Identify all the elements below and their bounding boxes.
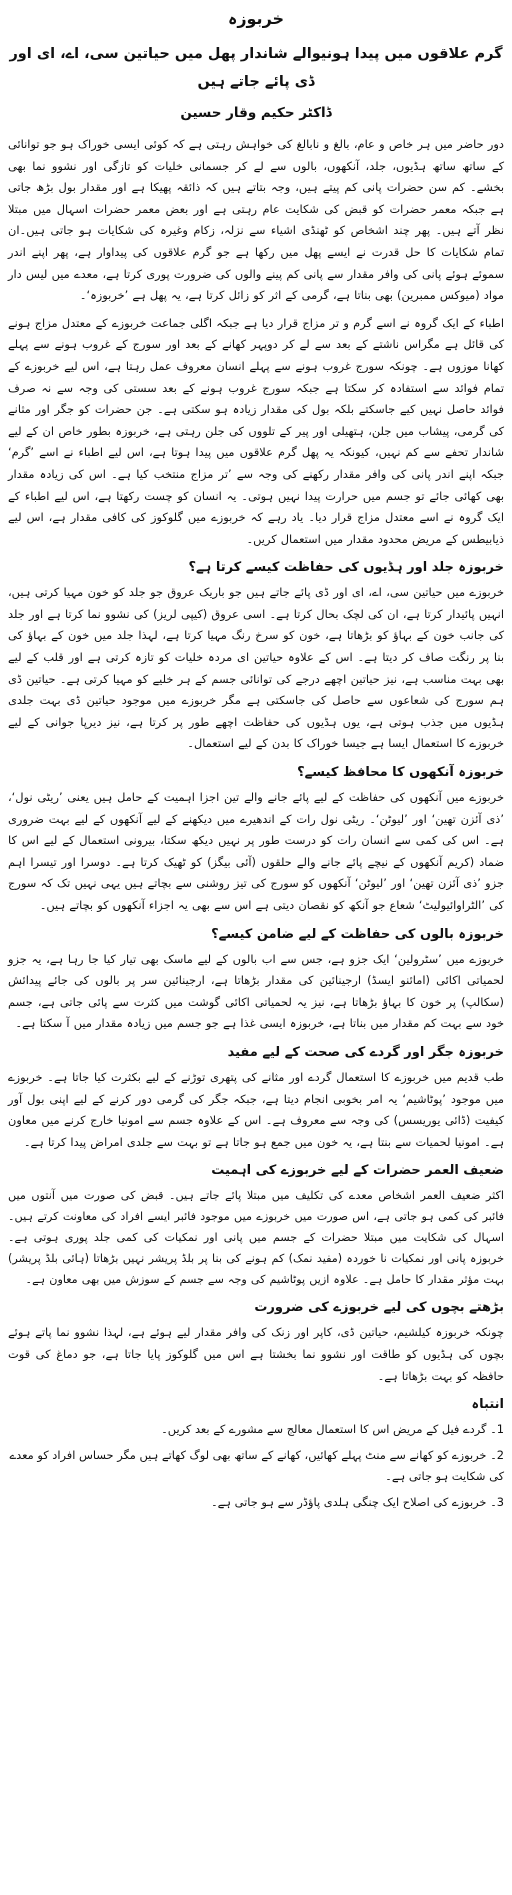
section-skin-bones xyxy=(8,556,504,755)
section-eyes xyxy=(8,761,504,917)
section-body: اکثر ضعیف العمر اشخاص معدے کی تکلیف میں مبتلا پائے جاتے ہیں۔ قبض کی صورت میں آنتوں میں فائبر کی کمی ہو جاتی ہے، اس صورت میں خربوزے میں موجود فائبر ایسے افراد کی معاونت کرتے ہیں۔ اسہال کی شکایت میں مبتلا حضرات کے جسم میں پانی اور نمکیات کی کمی جلد پوری ہوتی ہے۔ خربوزہ پانی اور نمکیات نا خوردہ (مفید نمک) کم ہونے کی بنا پر بلڈ پریشر نہیں بڑھاتا (ہائی بلڈ پریشر) بہت مؤثر مقدار کا حامل ہے۔ علاوہ ازیں پوٹاشیم کی وجہ سے جسم کے سوزش میں بھی معاون ہے۔ xyxy=(8,1189,504,1287)
section-body: خربوزے میں آنکھوں کی حفاظت کے لیے پائے جانے والے تین اجزا اہمیت کے حامل ہیں یعنی ’ریٹی نول‘، ’ذی آئزن تھین‘ اور ’لیوٹن‘۔ ریٹی نول رات کے اندھیرے میں دیکھنے کے لیے آنکھوں کے لیے بہت ضروری ہے۔ اس کی کمی سے انسان رات کو درست طور پر نہیں دیکھ سکتا، بیرونی استعمال کے لیے اس کا ضماد (کریم آنکھوں کے نیچے پائے جانے والے حلقوں (آئی بیگز) کو ٹھیک کرتا ہے۔ دوسرا اور تیسرا اہم جزو ’ذی آئزن تھین‘ اور ’لیوٹن‘ آنکھوں کو سورج کی تیز روشنی سے بچاتے ہیں یہی نہیں تک کہ سورج کی ’الٹراوائیولیٹ‘ شعاع جو آنکھ کو نقصان دیتی ہے اس سے بھی یہ اجزاء آنکھوں کو بچاتے ہیں۔ xyxy=(8,790,504,912)
section-heading: خربوزہ بالوں کی حفاظت کے لیے ضامن کیسے؟ xyxy=(211,926,504,942)
section-body: خربوزے میں ’سٹرولین‘ ایک جزو ہے، جس سے اب بالوں کے لیے ماسک بھی تیار کیا جا رہا ہے، یہ جزو لحمیاتی اکائی (امائنو ایسڈ) ارجینائین کی مقدار بڑھاتا ہے، ارجینائین سر پر بالوں کی جائے پیدائش (سکالپ) پر خون کا بہاؤ بڑھاتا ہے، نیز یہ لحمیاتی اکائی گوشت میں کثرت سے پائی جاتی ہے، جسم خود سے بہت کم مقدار میں بناتا ہے، خربوزہ ایسی غذا ہے جو جسم میں زیادہ مقدار میں آ سکتا ہے۔ xyxy=(8,951,504,1031)
warning-item: 1۔ گردے فیل کے مریض اس کا استعمال معالج سے مشورے کے بعد کریں۔ xyxy=(161,1422,504,1437)
intro-paragraph: اطباء کے ایک گروہ نے اسے گرم و تر مزاج قرار دیا ہے جبکہ اگلی جماعت خربوزے کے معتدل مزاج ہونے کی قائل ہے مگراس ناشتے کے بعد سے لے کر دوپہر کھانے کے بعد اور سورج کے غروب ہونے سے پہلے کھانا موزوں ہے۔ چونکہ سورج غروب ہونے سے پہلے انسان معروف عمل رہتا ہے، اس لیے خربوزے کے تمام فوائد سے استفادہ کر سکتا ہے جبکہ سورج غروب ہونے کے بعد سستی کی وجہ سے نہ صرف فوائد حاصل نہیں کیے جاسکتے بلکہ بول کی مقدار زیادہ ہو سکتی ہے۔ جن حضرات کو جگر اور مثانے کی گرمی، پیشاب میں جلن، ہتھیلی اور پیر کے تلووں کی جلن رہتی ہے، خربوزہ بطور خاص ان کے لیے شاندار تحفے سے کم نہیں، کیونکہ یہ پھل گرم علاقوں میں پیدا ہوتا ہے، اس لیے اطباء نے اسے ’گرم‘ جبکہ اپنے اندر پانی کی وافر مقدار رکھنے کی وجہ سے ’تر مزاج منتخب کیا ہے۔ اس کی زیادہ مقدار بھی کھائی جائے تو جسم میں حرارت پیدا نہیں ہوتی۔ یہ انسان کو چست رکھتا ہے، اس لیے اطباء کے ایک گروہ نے اسے معتدل مزاج قرار دیا۔ یاد رہے کہ خربوزے میں گلوکوز کی کافی مقدار ہے، اس لیے ذیابیطس کے مریض محدود مقدار میں استعمال کریں۔ xyxy=(8,315,504,546)
section-hair xyxy=(8,923,504,1035)
section-elderly xyxy=(8,1159,504,1290)
section-heading: خربوزہ جلد اور ہڈیوں کی حفاظت کیسے کرتا ہے؟ xyxy=(188,560,504,576)
section-body: چونکہ خربوزہ کیلشیم، حیاتین ڈی، کاپر اور زنک کی وافر مقدار لیے ہوئے ہے، لہذا نشوو نما پاتے ہوئے بچوں کی ہڈیوں کو طاقت اور نشوو نما بخشتا ہے اس میں گلوکوز پایا جاتا ہے، جو دماغ کی قوت حافظہ کو بہت بڑھاتا ہے۔ xyxy=(8,1325,504,1383)
section-heading: خربوزہ جگر اور گردے کی صحت کے لیے مفید xyxy=(227,1044,504,1060)
section-body: طب قدیم میں خربوزے کا استعمال گردے اور مثانے کی پتھری توڑنے کے لیے بکثرت کیا جاتا ہے۔ خربوزے میں موجود ’پوٹاشیم‘ یہ امر بخوبی انجام دیتا ہے، جبکہ جگر کی گرمی دور کرنے کے لیے اپنی بول آور کیفیت (ڈائی یوریسس) کی وجہ سے معروف ہے۔ اس کے علاوہ جسم سے امونیا خارج کرنے میں معاون ہے۔ امونیا لحمیات سے بنتا ہے، یہ خون میں جمع ہو جاتا ہے تو بہت سے جلدی امراض پیدا کرتا ہے۔ xyxy=(8,1069,504,1149)
section-liver-kidney xyxy=(8,1041,504,1153)
section-children xyxy=(8,1296,504,1387)
article-author: ڈاکٹر حکیم وقار حسین xyxy=(180,105,332,121)
intro-paragraph: دور حاضر میں ہر خاص و عام، بالغ و نابالغ کی خواہش رہتی ہے کہ کوئی ایسی خوراک ہو جو توانائی کے ساتھ ساتھ ہڈیوں، جلد، آنکھوں، بالوں سے لے کر جسمانی خلیات کو تازگی اور نشوو نما بھی بخشے۔ کم سن حضرات پانی کم پیتے ہیں، وجہ بتاتے ہیں کہ ذائقہ پھیکا ہے اور مقدار بول بڑھ جاتی ہے جبکہ معمر حضرات کو قبض کی شکایت عام رہتی ہے اور بعض معمر حضرات اسہال میں مبتلا نظر آتے ہیں۔ پھر چند اشخاص کو ٹھنڈی اشیاء سے نزلہ، زکام وغیرہ کی شکایات ہو جاتی ہیں۔ان تمام شکایات کا حل قدرت نے ایسے پھل میں رکھا ہے جو گرم علاقوں کی پیداوار ہے، پھر اپنے اندر سموئے ہوئے پانی کی وافر مقدار سے پانی کم پینے والوں کی ضرورت پوری کرتا ہے، معدے میں لیس دار مواد (میوکس ممبرین) بھی بناتا ہے، گرمی کے اثر کو زائل کرتا ہے، یہ پھل ہے ’خربوزہ‘۔ xyxy=(8,137,504,303)
section-body: خربوزے میں حیاتین سی، اے، ای اور ڈی پائے جاتے ہیں جو باریک عروق جو جلد کو خون مہیا کرتی ہیں، انہیں پائیدار کرتا ہے، ان کی لچک بحال کرتا ہے۔ اسی عروق (کیپی لریز) کی نشوو نما کرتا ہے اور جلد کی جانب خون کے بہاؤ کو بڑھاتا ہے، خون کو سرخ رنگ مہیا کرتا ہے، لہذا جلد میں خون کے بہاؤ کی بنا پر رنگت صاف کر دیتا ہے۔ اس کے علاوہ حیاتین ای مردہ خلیات کو تازہ کرتی ہے اور قلب کے لیے بھی بہت مناسب ہے، نیز حیاتین اچھے درجے کی توانائی جسم کے ہر خلیے کو مہیا کرتی ہے۔ حیاتین ڈی ہم سورج کی شعاعوں سے حاصل کی جاسکتی ہے مگر خربوزے میں موجود حیاتین ڈی بہت جلدی ہڈیوں میں جذب ہوتی ہے، یوں ہڈیوں کی حفاظت اچھے طور پر کرتا ہے، نیز دیرپا جوانی کے لیے خربوزے کا استعمال ایسا ہے جیسا خوراک کا بدن کے لیے استعمال۔ xyxy=(8,585,504,751)
warning-item: 3۔ خربوزے کی اصلاح ایک چنگی ہلدی پاؤڈر سے ہو جاتی ہے۔ xyxy=(210,1494,504,1509)
section-heading: خربوزہ آنکھوں کا محافظ کیسے؟ xyxy=(297,765,504,781)
section-heading: ضعیف العمر حضرات کے لیے خربوزے کی اہمیت xyxy=(211,1163,504,1179)
warning-item: 2۔ خربوزے کو کھانے سے منٹ پہلے کھائیں، کھانے کے ساتھ بھی لوگ کھاتے ہیں مگر حساس افراد کو معدے کی شکایت ہو جاتی ہے۔ xyxy=(9,1447,504,1484)
article-title: خربوزہ xyxy=(227,9,285,28)
warning-section xyxy=(8,1393,504,1513)
article-subtitle: گرم علاقوں میں پیدا ہونیوالے شاندار پھل میں حیاتین سی، اے، ای اور ڈی پائے جاتے ہیں xyxy=(9,46,503,90)
section-heading: بڑھتے بچوں کی لیے خربوزے کی ضرورت xyxy=(254,1300,504,1316)
warning-heading: انتباہ xyxy=(471,1397,504,1413)
